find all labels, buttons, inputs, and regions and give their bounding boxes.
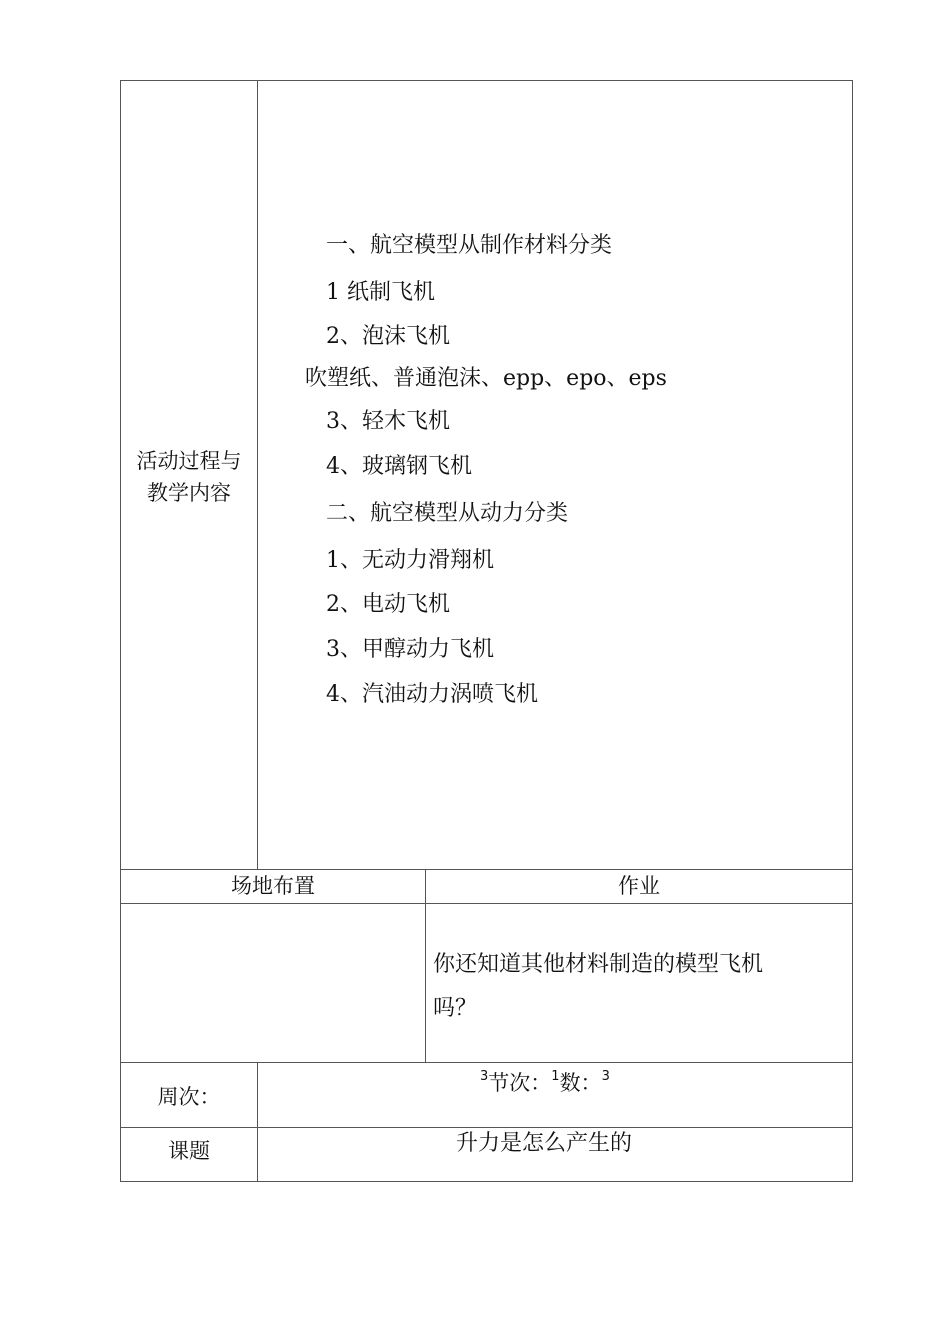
- content-line: 3、甲醇动力飞机: [326, 637, 494, 662]
- column-divider: [257, 1062, 258, 1182]
- activity-label-line: 教学内容: [147, 481, 231, 505]
- homework-header: 作业: [618, 874, 660, 898]
- table-border-left: [120, 80, 121, 1182]
- table-border-bottom: [120, 1181, 853, 1182]
- table-rule: [120, 1127, 853, 1128]
- venue-header: 场地布置: [231, 874, 315, 898]
- column-divider: [257, 80, 258, 870]
- content-line: 一、航空模型从制作材料分类: [326, 233, 613, 258]
- section-number: 1: [551, 1069, 560, 1084]
- table-border-top: [120, 80, 853, 81]
- activity-label-line: 活动过程与: [136, 449, 242, 473]
- homework-line: 吗？: [433, 996, 478, 1021]
- table-border-right: [852, 80, 853, 1182]
- table-rule: [120, 869, 853, 870]
- topic-value: 升力是怎么产生的: [456, 1131, 633, 1156]
- week-label: 周次：: [157, 1085, 221, 1109]
- week-section-info: [480, 1070, 610, 1096]
- homework-line: 你还知道其他材料制造的模型飞机: [433, 952, 764, 977]
- topic-label: 课题: [168, 1139, 210, 1163]
- content-line: 3、轻木飞机: [326, 409, 450, 434]
- content-line: 二、航空模型从动力分类: [326, 501, 569, 526]
- content-line: 吹塑纸、普通泡沫、epp、epo、eps: [305, 366, 667, 391]
- content-line: 2、电动飞机: [326, 592, 450, 617]
- content-line: 1、无动力滑翔机: [326, 548, 494, 573]
- section-label: 节次：: [488, 1071, 552, 1095]
- table-rule: [120, 903, 853, 904]
- count-number: 3: [601, 1069, 610, 1084]
- content-line: 1 纸制飞机: [326, 280, 435, 305]
- content-line: 4、汽油动力涡喷飞机: [326, 682, 538, 707]
- count-label: 数：: [559, 1071, 602, 1095]
- content-line: 4、玻璃钢飞机: [326, 454, 472, 479]
- table-rule: [120, 1062, 853, 1063]
- content-line: 2、泡沫飞机: [326, 324, 450, 349]
- activity-label: [122, 445, 256, 509]
- week-number: 3: [480, 1069, 489, 1084]
